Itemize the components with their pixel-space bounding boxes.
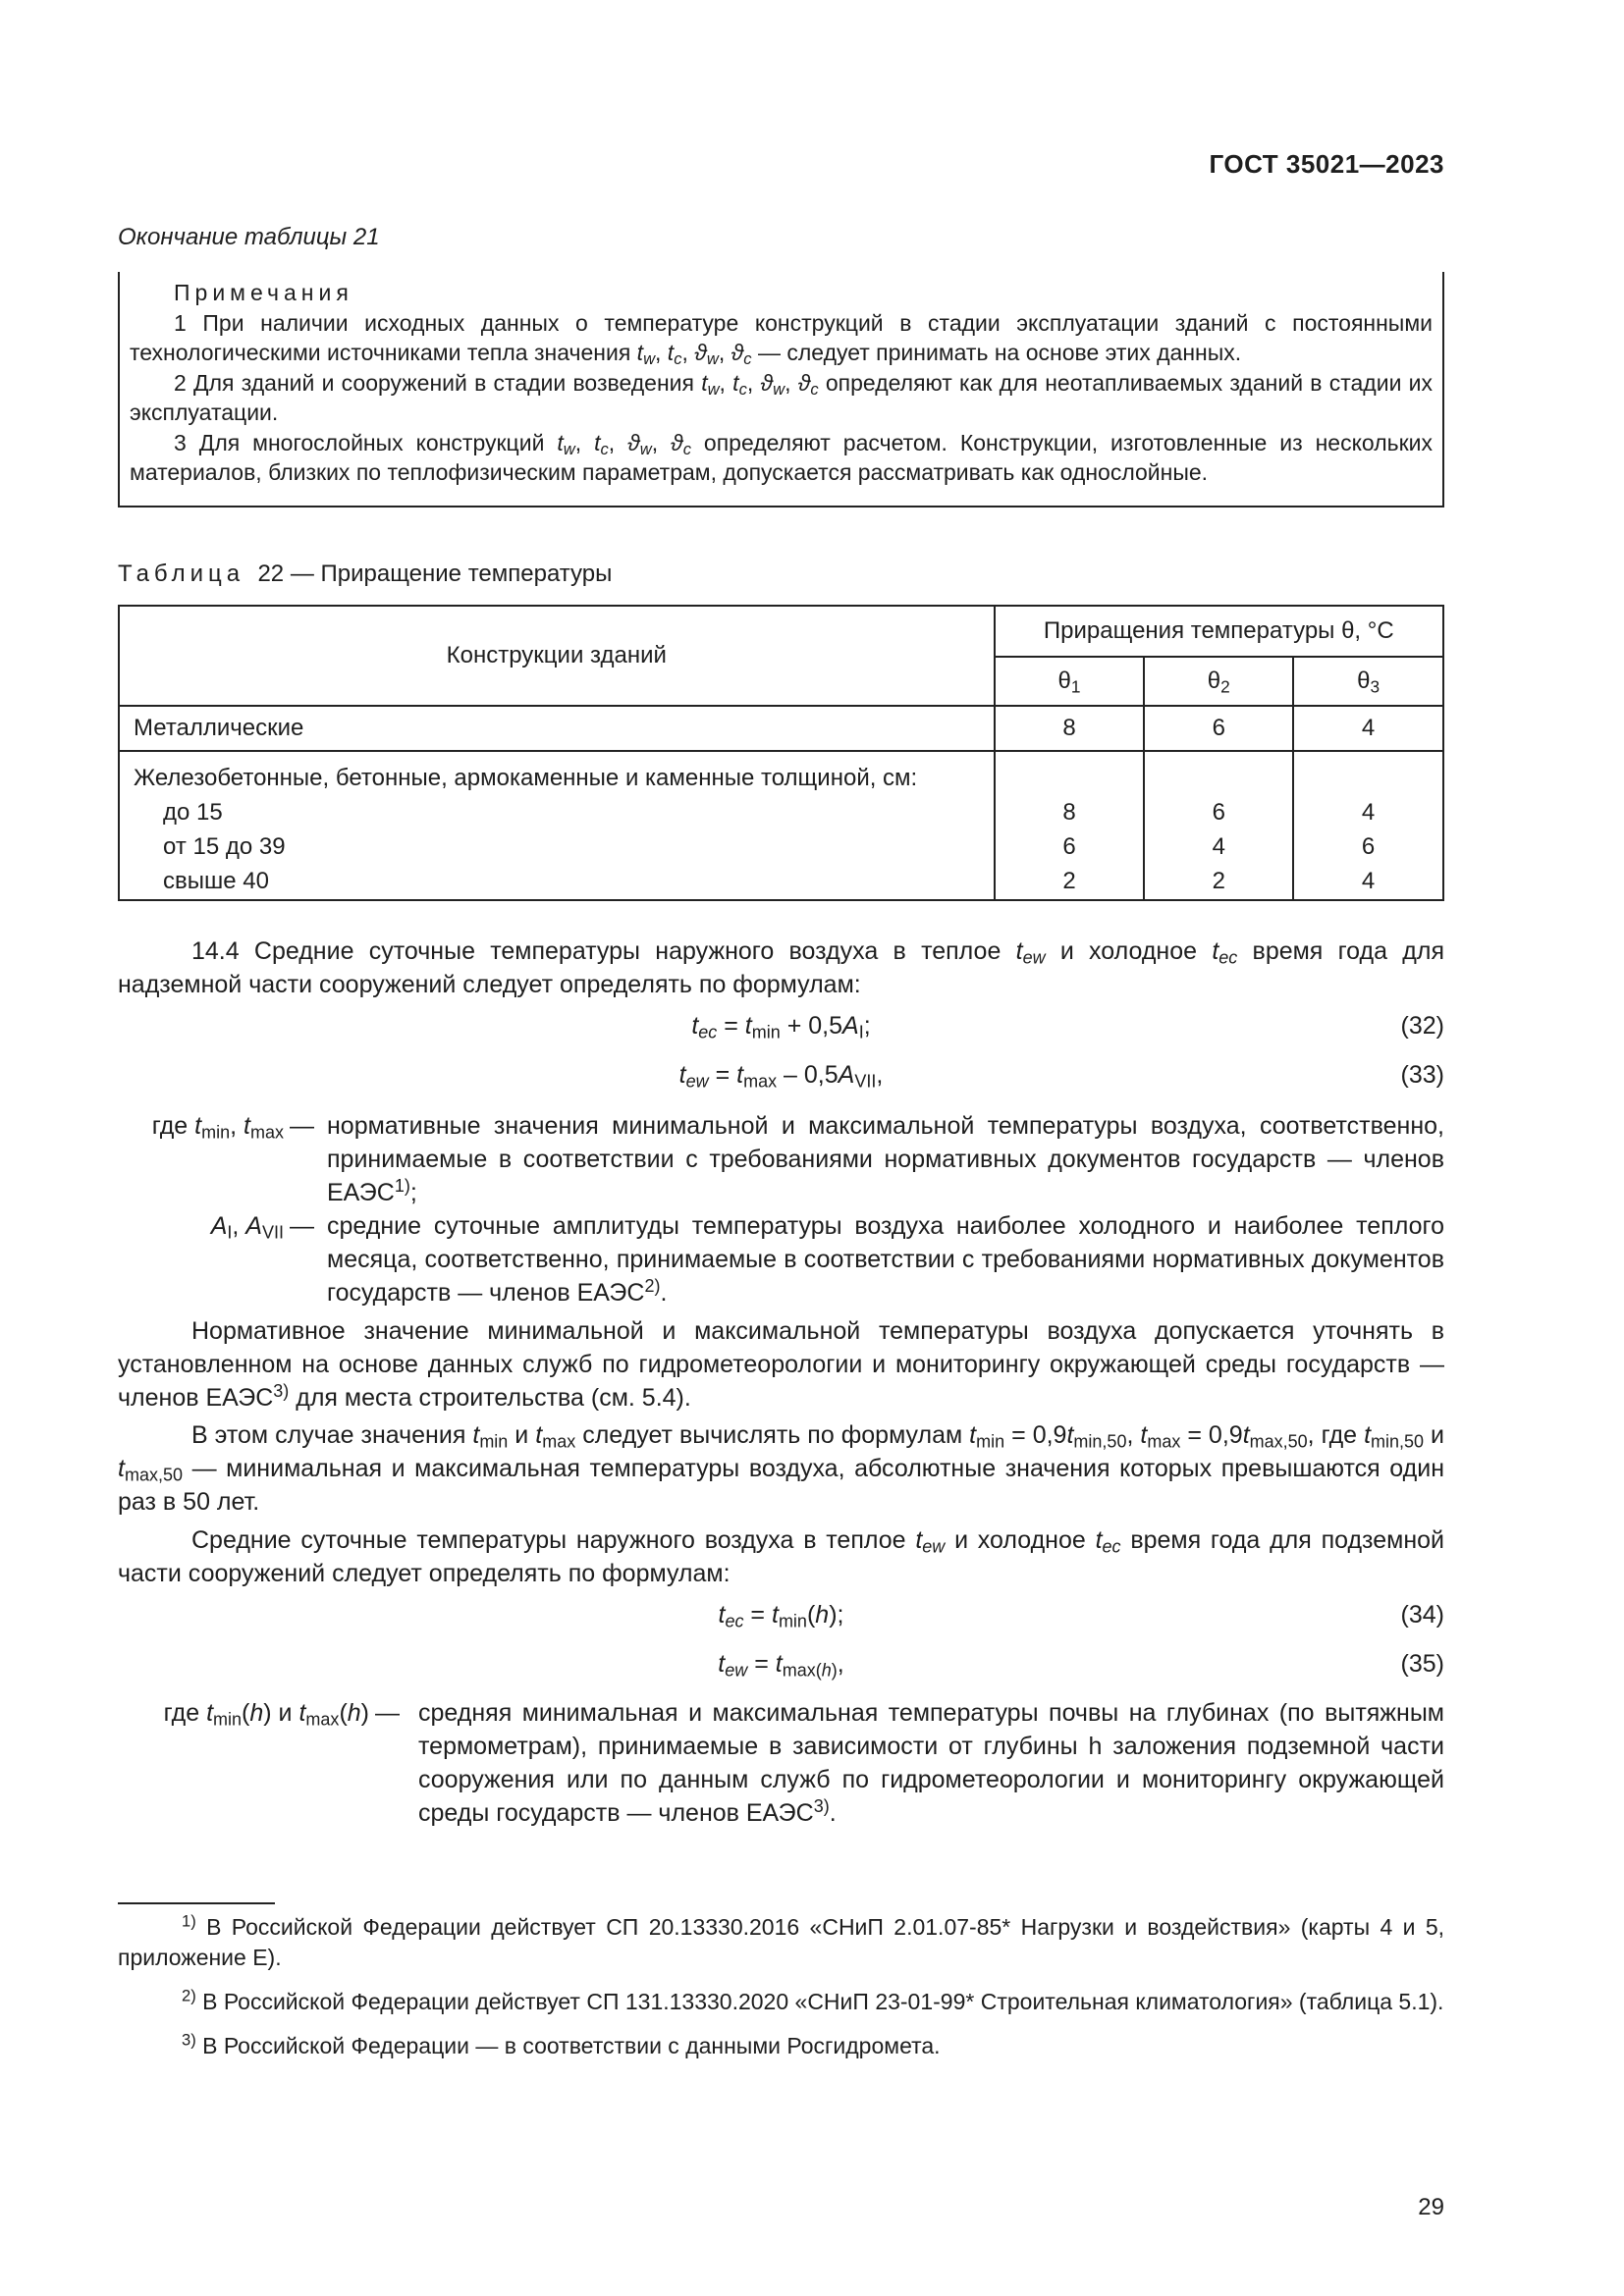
- definition-soil-temperature: где $t_{min}(h)$ и $t_{max}(h)$ — средняя минимальная и максимальная температуры почвы на глубинах (по вытяжным термометрам), принимаемые в зависимости от глубины h заложения подземной части сооружения или по данным служб по гидрометеорологии и мониторингу окружающей среды государств — членов ЕАЭС$^{3)}$.: [163, 1699, 1444, 1827]
- definition-amplitudes: $A_I$, $A_{VII}$ — средние суточные амплитуды температуры воздуха наиболее холодного и наиболее теплого месяца, соответственно, принимаемые в соответствии с требованиями нормативных документов государств — членов ЕАЭС$^{2)}$.: [210, 1212, 1444, 1307]
- footnote-separator: [118, 1902, 275, 1904]
- note-3: 3 Для многослойных конструкций $t_w$, $t_c$, $ϑ_w$, $ϑ_c$ определяют расчетом. Конструкции, изготовленные из нескольких материалов, близких по теплофизическим параметрам, допускается рассматривать как однослойные.: [130, 429, 1434, 485]
- table-continuation-caption: Окончание таблицы 21: [118, 224, 380, 250]
- cell-value: 8 6 2: [995, 751, 1145, 900]
- paragraph: Средние суточные температуры наружного воздуха в теплое $t_{ew}$ и холодное $t_{ec}$ время года для подземной части сооружений следует определять по формулам:: [118, 1526, 1444, 1587]
- row-label: Металлические: [119, 706, 995, 751]
- cell-value: 6: [1144, 706, 1293, 751]
- footnote-2: $^{2)}$ В Российской Федерации действует СП 131.13330.2020 «СНиП 23-01-99* Строительная климатология» (таблица 5.1).: [182, 1986, 1444, 2014]
- document-code: ГОСТ 35021—2023: [1209, 149, 1444, 179]
- note-1: 1 При наличии исходных данных о температуре конструкций в стадии эксплуатации зданий с постоянными технологическими источниками тепла значения $t_w$, $t_c$, $ϑ_w$, $ϑ_c$ — следует принимать на основе этих данных.: [130, 309, 1433, 369]
- cell-value: 8: [995, 706, 1145, 751]
- paragraph: В этом случае значения $t_{min}$ и $t_{max}$ следует вычислять по формулам $t_{min} = 0,9t_{min,50}$, $t_{max} = 0,9t_{max,50}$, где $t_{min,50}$ и $t_{max,50}$ — минимальная и максимальная температуры воздуха, абсолютные значения которых превышаются один раз в 50 лет.: [118, 1421, 1445, 1516]
- header-structures: Конструкции зданий: [119, 606, 995, 706]
- cell-value: 4: [1293, 706, 1443, 751]
- table22: [118, 605, 1444, 901]
- footnote-1: $^{1)}$ В Российской Федерации действует СП 20.13330.2016 «СНиП 2.01.07-85* Нагрузки и воздействия» (карты 4 и 5, приложение Е).: [118, 1911, 1445, 1970]
- paragraph: 14.4 Средние суточные температуры наружного воздуха в теплое $t_{ew}$ и холодное $t_{ec}$ время года для надземной части сооружений следует определять по формулам:: [118, 937, 1444, 998]
- header-temperature-increments: Приращения температуры θ, °С: [995, 606, 1443, 657]
- row-label: Железобетонные, бетонные, армокаменные и каменные толщиной, см: до 15 от 15 до 39 свыше 40: [119, 751, 995, 900]
- notes-heading: Примечания: [174, 280, 353, 305]
- cell-value: 4 6 4: [1293, 751, 1443, 900]
- section-14-4: [118, 934, 1444, 1830]
- footnotes: [118, 1912, 1444, 2075]
- formula-number: (33): [1400, 1061, 1444, 1089]
- table21-notes: [118, 272, 1444, 507]
- formula-34: $t_{ec} = t_{min}(h)$; (34): [118, 1590, 1444, 1639]
- cell-value: 6 4 2: [1144, 751, 1293, 900]
- table-row: [119, 751, 1443, 900]
- footnote-3: $^{3)}$ В Российской Федерации — в соответствии с данными Росгидромета.: [182, 2030, 941, 2058]
- formula-number: (34): [1400, 1601, 1444, 1629]
- formula-number: (32): [1400, 1012, 1444, 1040]
- paragraph: Нормативное значение минимальной и максимальной температуры воздуха допускается уточнять в установленном на основе данных служб по гидрометеорологии и мониторингу окружающей среды государств — членов ЕАЭС$^{3)}$ для места строительства (см. 5.4).: [118, 1317, 1444, 1412]
- definition-tmin-tmax: где $t_{min}$, $t_{max}$ — нормативные значения минимальной и максимальной температуры воздуха, соответственно, принимаемые в соответствии с требованиями нормативных документов государств — членов ЕАЭС$^{1)}$;: [151, 1112, 1444, 1206]
- formula-number: (35): [1400, 1650, 1444, 1678]
- note-2: 2 Для зданий и сооружений в стадии возведения $t_w$, $t_c$, $ϑ_w$, $ϑ_c$ определяют как для неотапливаемых зданий в стадии их эксплуатации.: [130, 369, 1433, 425]
- formula-32: $t_{ec} = t_{min} + 0,5A_I$; (32): [118, 1001, 1444, 1050]
- table22-title: Таблица 22 — Приращение температуры: [118, 561, 613, 587]
- formula-33: $t_{ew} = t_{max} - 0,5A_{VII}$, (33): [118, 1050, 1444, 1099]
- header-theta-3: $\theta_3$: [1293, 657, 1443, 706]
- header-theta-1: $\theta_1$: [995, 657, 1145, 706]
- header-theta-2: $\theta_2$: [1144, 657, 1293, 706]
- page-number: 29: [1418, 2194, 1444, 2220]
- table-row: [119, 706, 1443, 751]
- formula-35: $t_{ew} = t_{max(h)}$, (35): [118, 1639, 1444, 1688]
